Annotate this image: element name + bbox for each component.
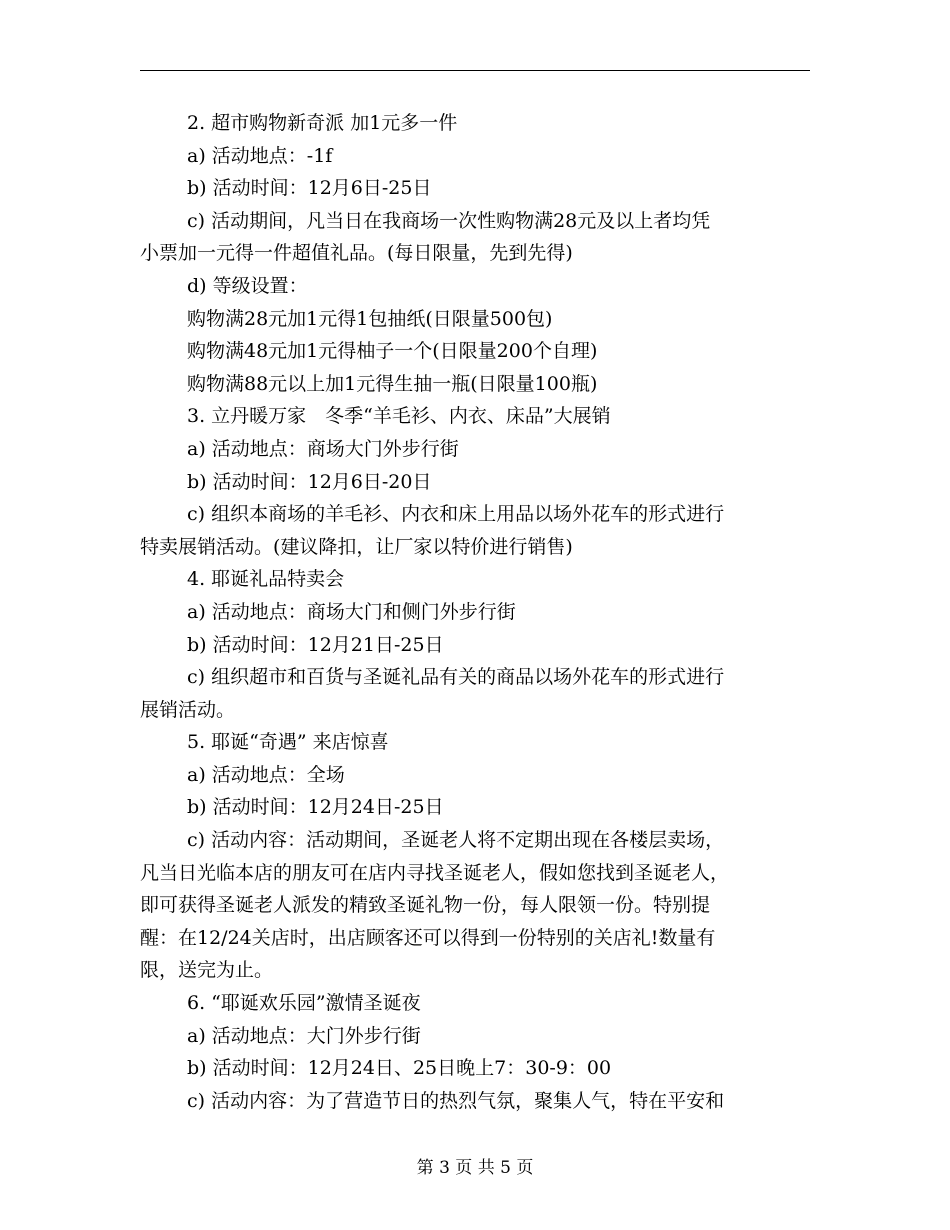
text-line: d) 等级设置： (187, 274, 308, 297)
text-line: 4. 耶诞礼品特卖会 (187, 568, 345, 591)
text-line: a) 活动地点：全场 (187, 763, 345, 786)
text-line: 2. 超市购物新奇派 加1元多一件 (187, 112, 458, 134)
text-line: a) 活动地点：-1f (187, 144, 333, 167)
text-line: 醒：在12/24关店时，出店顾客还可以得到一份特别的关店礼!数量有 (140, 926, 716, 949)
text-line: c) 组织超市和百货与圣诞礼品有关的商品以场外花车的形式进行 (187, 666, 725, 689)
text-line: 展销活动。 (140, 698, 236, 721)
text-line: 3. 立丹暖万家 冬季“羊毛衫、内衣、床品”大展销 (187, 405, 611, 428)
text-line: c) 活动期间，凡当日在我商场一次性购物满28元及以上者均凭 (187, 209, 711, 232)
text-line: c) 活动内容：为了营造节日的热烈气氛，聚集人气，特在平安和 (187, 1089, 725, 1112)
text-line: 凡当日光临本店的朋友可在店内寻找圣诞老人，假如您找到圣诞老人， (140, 861, 730, 884)
text-line: 即可获得圣诞老人派发的精致圣诞礼物一份，每人限领一份。特别提 (140, 894, 711, 917)
text-line: 购物满28元加1元得1包抽纸(日限量500包) (187, 307, 553, 330)
document-body (140, 107, 810, 1117)
header-rule (140, 70, 810, 71)
text-line: b) 活动时间：12月24日-25日 (187, 796, 444, 819)
text-line: a) 活动地点：商场大门和侧门外步行街 (187, 600, 516, 623)
text-line: b) 活动时间：12月6日-25日 (187, 177, 432, 200)
text-line: b) 活动时间：12月6日-20日 (187, 470, 432, 493)
text-line: b) 活动时间：12月24日、25日晚上7：30-9：00 (187, 1057, 612, 1080)
text-line: 5. 耶诞“奇遇” 来店惊喜 (187, 731, 389, 754)
text-line: 6. “耶诞欢乐园”激情圣诞夜 (187, 992, 421, 1015)
text-line: 购物满88元以上加1元得生抽一瓶(日限量100瓶) (187, 372, 598, 395)
text-line: 特卖展销活动。(建议降扣，让厂家以特价进行销售) (140, 535, 573, 558)
text-line: 限，送完为止。 (140, 959, 274, 982)
text-line: c) 组织本商场的羊毛衫、内衣和床上用品以场外花车的形式进行 (187, 503, 725, 526)
text-line: b) 活动时间：12月21日-25日 (187, 633, 444, 656)
text-line: 购物满48元加1元得柚子一个(日限量200个自理) (187, 340, 598, 363)
text-line: 小票加一元得一件超值礼品。(每日限量，先到先得) (140, 242, 573, 265)
text-line: c) 活动内容：活动期间，圣诞老人将不定期出现在各楼层卖场， (187, 829, 725, 852)
page-footer: 第 3 页 共 5 页 (416, 1158, 534, 1178)
text-line: a) 活动地点：商场大门外步行街 (187, 437, 459, 460)
text-line: a) 活动地点：大门外步行街 (187, 1024, 421, 1047)
